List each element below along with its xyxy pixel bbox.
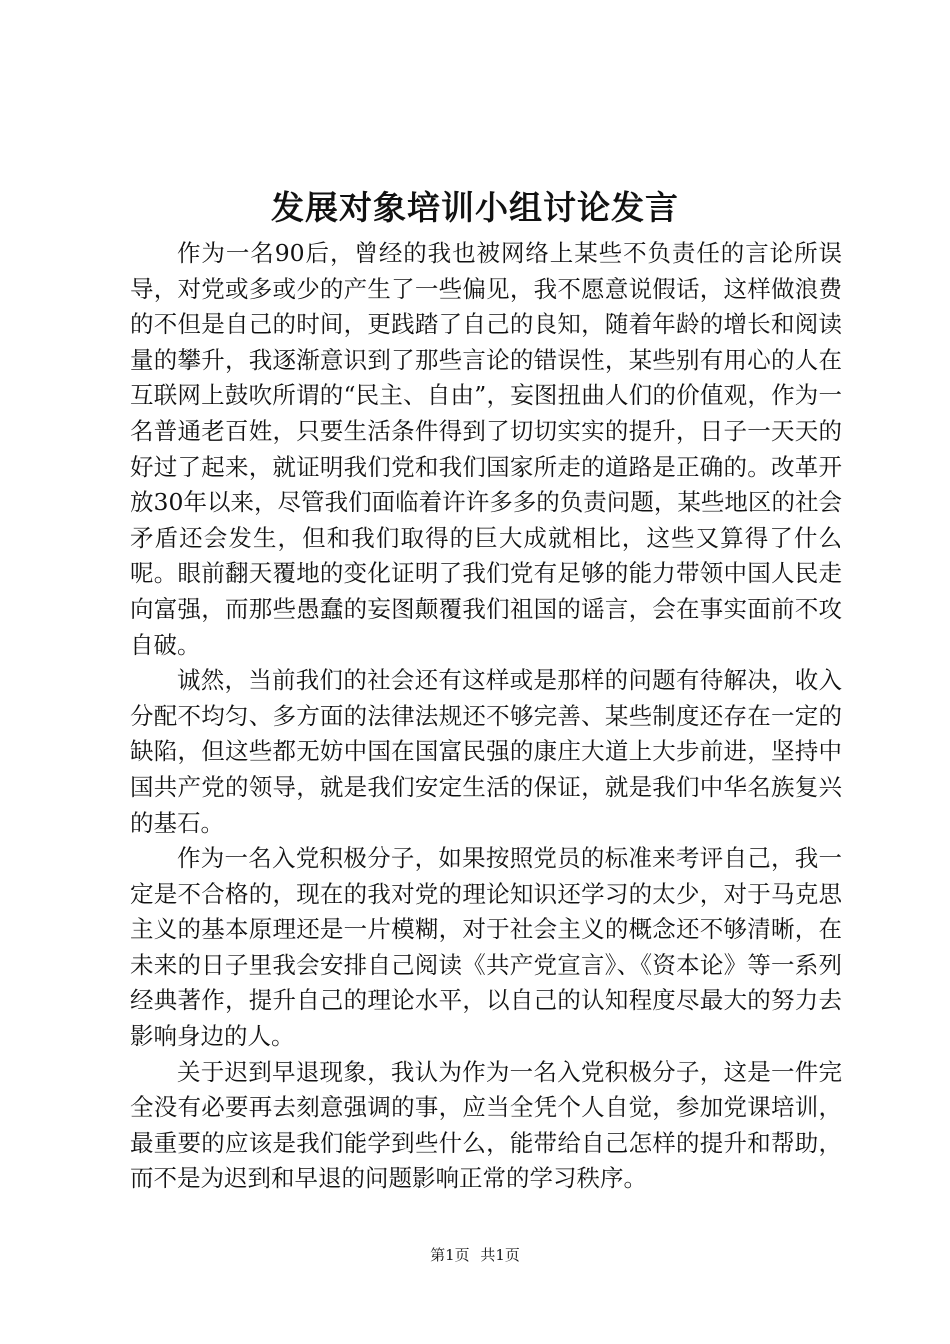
paragraph-1: 作为一名90后，曾经的我也被网络上某些不负责任的言论所误导，对党或多或少的产生了一些偏见，我不愿意说假话，这样做浪费的不但是自己的时间，更践踏了自己的良知，随着年龄的增长和阅读量的攀升，我逐渐意识到了那些言论的错误性，某些别有用心的人在互联网上鼓吹所谓的“民主、自由”，妄图扭曲人们的价值观，作为一名普通老百姓，只要生活条件得到了切切实实的提升，日子一天天的好过了起来，就证明我们党和我们国家所走的道路是正确的。改革开放30年以来，尽管我们面临着许许多多的负责问题，某些地区的社会矛盾还会发生，但和我们取得的巨大成就相比，这些又算得了什么呢。眼前翻天覆地的变化证明了我们党有足够的能力带领中国人民走向富强，而那些愚蠢的妄图颠覆我们祖国的谣言，会在事实面前不攻自破。 (130, 239, 842, 659)
paragraph-4: 关于迟到早退现象，我认为作为一名入党积极分子，这是一件完全没有必要再去刻意强调的事，应当全凭个人自觉，参加党课培训，最重要的应该是我们能学到些什么，能带给自己怎样的提升和帮助，而不是为迟到和早退的问题影响正常的学习秩序。 (130, 1057, 842, 1193)
page-footer (0, 1243, 950, 1267)
page-total: 共1页 (480, 1246, 520, 1264)
page-number: 第1页 (430, 1246, 470, 1264)
paragraph-2: 诚然，当前我们的社会还有这样或是那样的问题有待解决，收入分配不均匀、多方面的法律法规还不够完善、某些制度还存在一定的缺陷，但这些都无妨中国在国富民强的康庄大道上大步前进，坚持中国共产党的领导，就是我们安定生活的保证，就是我们中华名族复兴的基石。 (130, 666, 842, 837)
document-title: 发展对象培训小组讨论发言 (271, 188, 679, 227)
paragraph-3: 作为一名入党积极分子，如果按照党员的标准来考评自己，我一定是不合格的，现在的我对党的理论知识还学习的太少，对于马克思主义的基本原理还是一片模糊，对于社会主义的概念还不够清晰，在未来的日子里我会安排自己阅读《共产党宣言》、《资本论》等一系列经典著作，提升自己的理论水平，以自己的认知程度尽最大的努力去影响身边的人。 (130, 844, 842, 1051)
document-body (130, 236, 842, 1197)
